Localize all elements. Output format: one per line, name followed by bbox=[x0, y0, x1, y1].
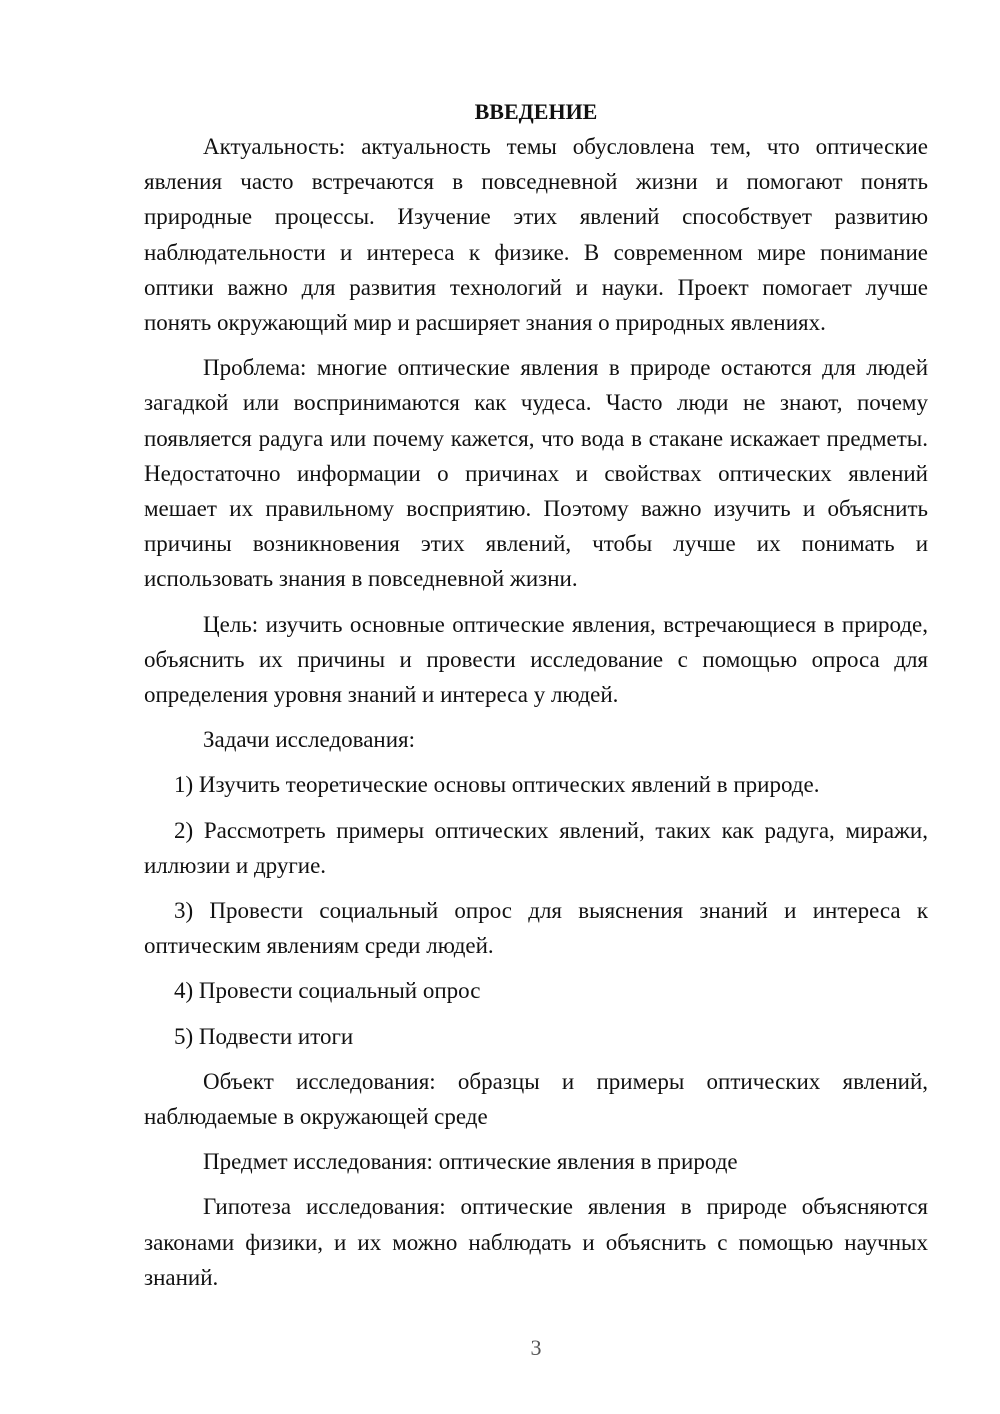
paragraph-relevance: Актуальность: актуальность темы обусловлена тем, что оптические явления часто встречаются в повседневной жизни и помогают понять природные процессы. Изучение этих явлений способствует развитию наблюдательности и интереса к физике. В современном мире понимание оптики важно для развития технологий и науки. Проект помогает лучше понять окружающий мир и расширяет знания о природных явлениях. bbox=[144, 134, 928, 336]
paragraph-object: Объект исследования: образцы и примеры оптических явлений, наблюдаемые в окружающей среде bbox=[144, 1068, 928, 1130]
paragraph-goal: Цель: изучить основные оптические явления, встречающиеся в природе, объяснить их причины и провести исследование с помощью опроса для определения уровня знаний и интереса у людей. bbox=[144, 611, 928, 708]
task-item-1: 1) Изучить теоретические основы оптических явлений в природе. bbox=[174, 772, 820, 798]
task-item-2: 2) Рассмотреть примеры оптических явлений, таких как радуга, миражи, иллюзии и другие. bbox=[144, 817, 928, 878]
tasks-heading: Задачи исследования: bbox=[203, 727, 416, 753]
task-item-3: 3) Провести социальный опрос для выяснения знаний и интереса к оптическим явлениям среди людей. bbox=[144, 898, 928, 959]
page-content bbox=[144, 94, 928, 1305]
section-title: ВВЕДЕНИЕ bbox=[474, 99, 598, 124]
paragraph-problem: Проблема: многие оптические явления в природе остаются для людей загадкой или воспринимаются как чудеса. Часто люди не знают, почему появляется радуга или почему кажется, что вода в стакане искажает предметы. Недостаточно информации о причинах и свойствах оптических явлений мешает их правильному восприятию. Поэтому важно изучить и объяснить причины возникновения этих явлений, чтобы лучше их понимать и использовать знания в повседневной жизни. bbox=[144, 355, 928, 592]
paragraph-hypothesis: Гипотеза исследования: оптические явления в природе объясняются законами физики, и их можно наблюдать и объяснить с помощью научных знаний. bbox=[144, 1194, 928, 1290]
task-item-5: 5) Подвести итоги bbox=[174, 1023, 354, 1049]
page-number: 3 bbox=[530, 1335, 542, 1360]
paragraph-subject: Предмет исследования: оптические явления в природе bbox=[203, 1149, 738, 1175]
task-item-4: 4) Провести социальный опрос bbox=[174, 978, 481, 1004]
